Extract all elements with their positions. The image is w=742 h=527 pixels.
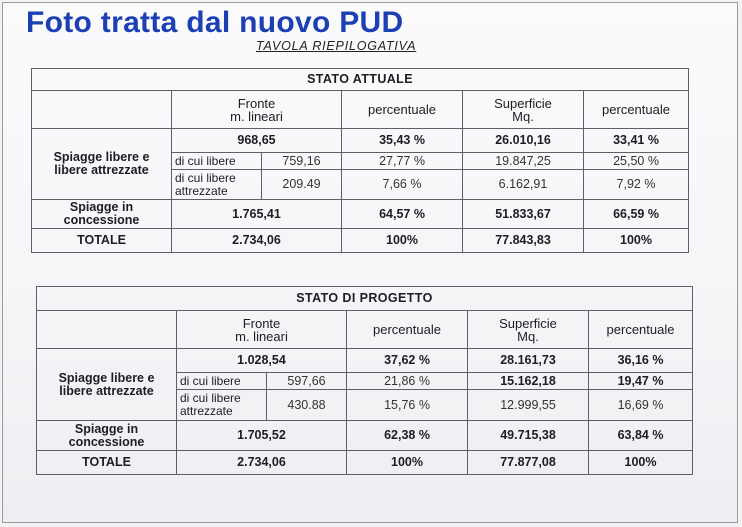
- cell-perc1-libere: 37,62 %: [347, 349, 468, 373]
- cell-perc2-libere: 33,41 %: [584, 129, 689, 153]
- cell-fronte-libere: 968,65: [172, 129, 342, 153]
- cell-sub2-superficie: 6.162,91: [463, 170, 584, 200]
- cell-perc2-libere: 36,16 %: [589, 349, 693, 373]
- cell-perc1-totale: 100%: [342, 229, 463, 253]
- cell-sub2-value: 430.88: [267, 390, 347, 421]
- table-caption: STATO ATTUALE: [32, 69, 689, 91]
- header-empty-cell: [37, 311, 177, 349]
- cell-sub2-superficie: 12.999,55: [468, 390, 589, 421]
- sublabel-di-cui-libere: di cui libere: [172, 153, 262, 170]
- cell-sub1-perc1: 27,77 %: [342, 153, 463, 170]
- cell-perc2-totale: 100%: [589, 451, 693, 475]
- cell-superficie-libere: 28.161,73: [468, 349, 589, 373]
- cell-perc1-concessione: 62,38 %: [347, 421, 468, 451]
- row-label-concessione: Spiagge in concessione: [37, 421, 177, 451]
- sublabel-di-cui-libere: di cui libere: [177, 373, 267, 390]
- row-label-libere: Spiagge libere e libere attrezzate: [32, 129, 172, 200]
- cell-sub1-superficie: 15.162,18: [468, 373, 589, 390]
- cell-sub1-perc1: 21,86 %: [347, 373, 468, 390]
- cell-sub1-perc2: 25,50 %: [584, 153, 689, 170]
- table-stato-attuale: [31, 68, 689, 253]
- header-percentuale-fronte: percentuale: [342, 91, 463, 129]
- header-percentuale-fronte: percentuale: [347, 311, 468, 349]
- cell-perc1-concessione: 64,57 %: [342, 200, 463, 229]
- cell-fronte-totale: 2.734,06: [177, 451, 347, 475]
- cell-sub2-perc2: 16,69 %: [589, 390, 693, 421]
- page-title: Foto tratta dal nuovo PUD: [26, 6, 404, 39]
- table-caption: STATO DI PROGETTO: [37, 287, 693, 311]
- header-empty-cell: [32, 91, 172, 129]
- cell-fronte-totale: 2.734,06: [172, 229, 342, 253]
- row-label-totale: TOTALE: [32, 229, 172, 253]
- cell-perc2-totale: 100%: [584, 229, 689, 253]
- cell-sub1-value: 597,66: [267, 373, 347, 390]
- cell-sub2-perc2: 7,92 %: [584, 170, 689, 200]
- row-label-totale: TOTALE: [37, 451, 177, 475]
- header-percentuale-superficie: percentuale: [584, 91, 689, 129]
- row-label-libere: Spiagge libere e libere attrezzate: [37, 349, 177, 421]
- page-subtitle: TAVOLA RIEPILOGATIVA: [256, 39, 417, 53]
- cell-fronte-concessione: 1.765,41: [172, 200, 342, 229]
- cell-superficie-totale: 77.877,08: [468, 451, 589, 475]
- cell-superficie-totale: 77.843,83: [463, 229, 584, 253]
- cell-sub2-perc1: 15,76 %: [347, 390, 468, 421]
- table-stato-di-progetto: [36, 286, 693, 475]
- cell-superficie-concessione: 49.715,38: [468, 421, 589, 451]
- sublabel-di-cui-attrezzate: di cui libere attrezzate: [177, 390, 267, 421]
- cell-perc2-concessione: 66,59 %: [584, 200, 689, 229]
- header-fronte: Fronte m. lineari: [172, 91, 342, 129]
- header-superficie: Superficie Mq.: [468, 311, 589, 349]
- header-superficie: Superficie Mq.: [463, 91, 584, 129]
- cell-fronte-libere: 1.028,54: [177, 349, 347, 373]
- header-percentuale-superficie: percentuale: [589, 311, 693, 349]
- sublabel-di-cui-attrezzate: di cui libere attrezzate: [172, 170, 262, 200]
- cell-sub2-perc1: 7,66 %: [342, 170, 463, 200]
- header-fronte: Fronte m. lineari: [177, 311, 347, 349]
- row-label-concessione: Spiagge in concessione: [32, 200, 172, 229]
- cell-sub1-perc2: 19,47 %: [589, 373, 693, 390]
- cell-perc1-libere: 35,43 %: [342, 129, 463, 153]
- cell-fronte-concessione: 1.705,52: [177, 421, 347, 451]
- cell-sub1-value: 759,16: [262, 153, 342, 170]
- cell-superficie-libere: 26.010,16: [463, 129, 584, 153]
- cell-sub2-value: 209.49: [262, 170, 342, 200]
- cell-superficie-concessione: 51.833,67: [463, 200, 584, 229]
- cell-perc2-concessione: 63,84 %: [589, 421, 693, 451]
- cell-sub1-superficie: 19.847,25: [463, 153, 584, 170]
- cell-perc1-totale: 100%: [347, 451, 468, 475]
